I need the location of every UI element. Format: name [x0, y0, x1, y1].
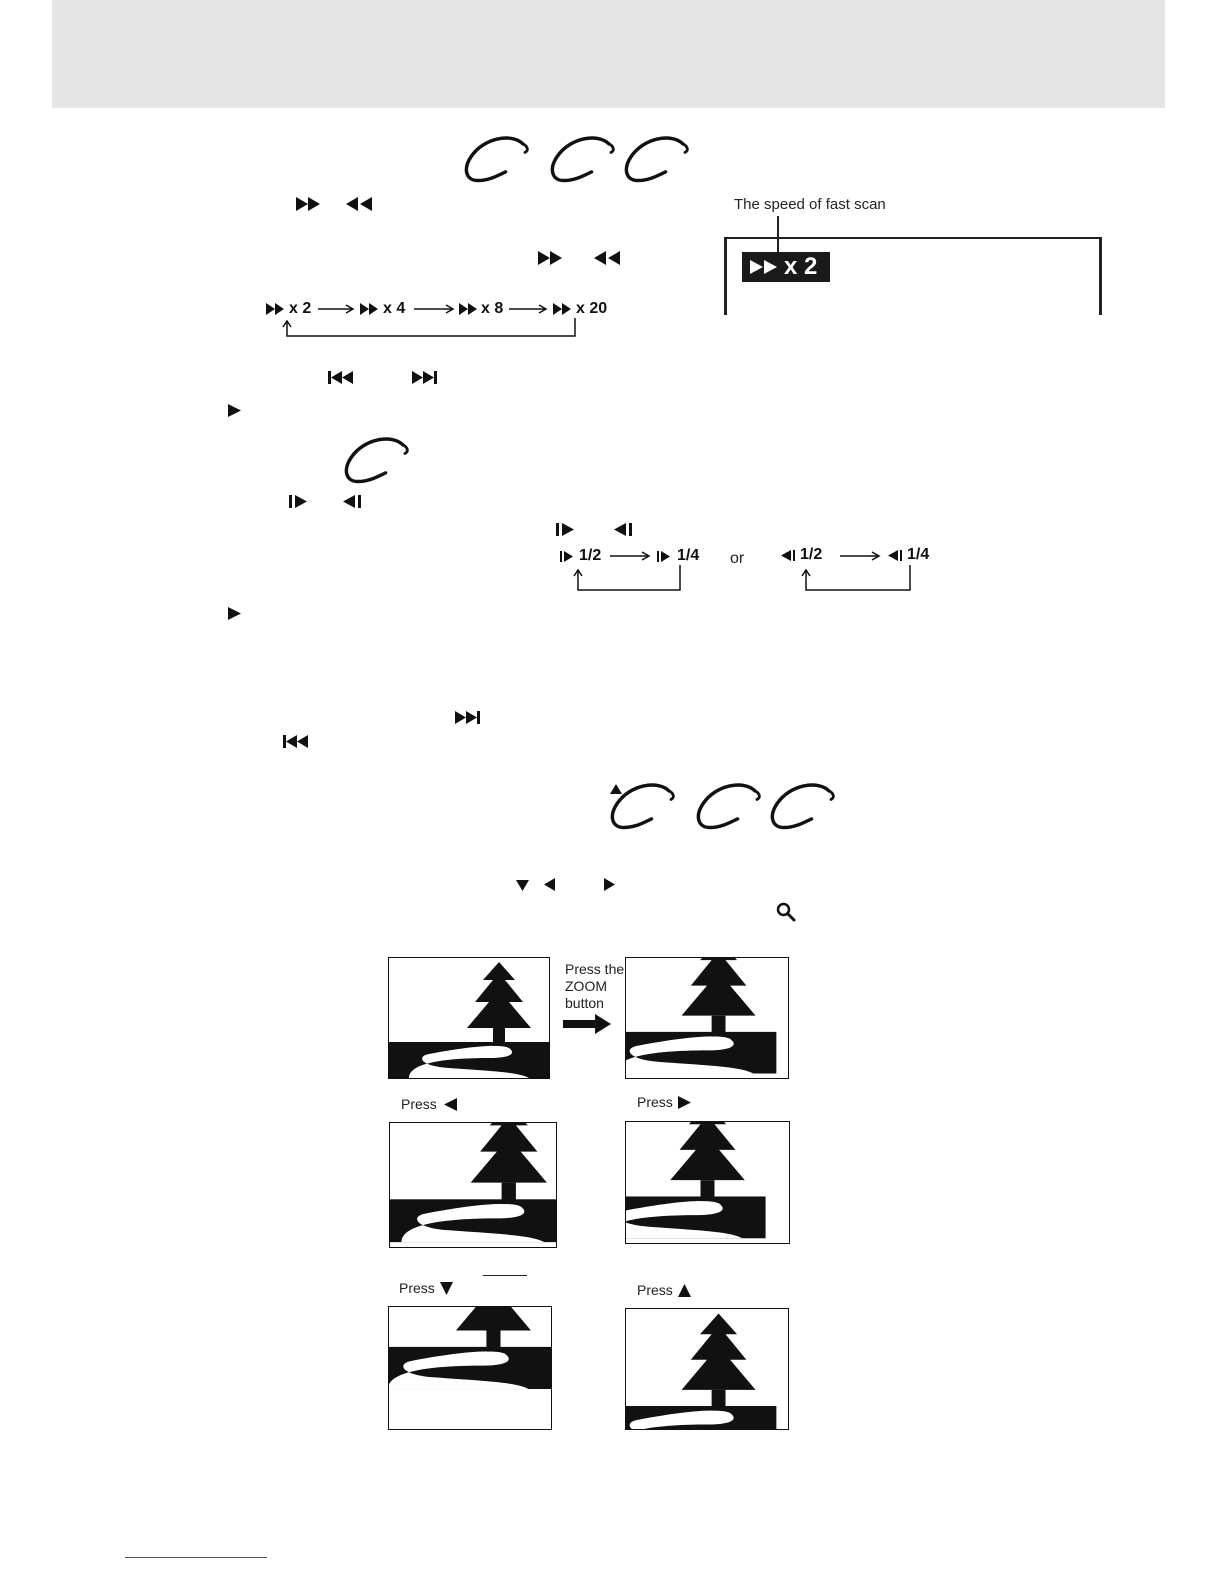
loop-back-arrow: [570, 565, 685, 593]
scan-speed-step: x 4: [383, 300, 406, 317]
left-arrow-icon: [544, 878, 555, 891]
loop-back-arrow: [798, 565, 916, 593]
disc-type-logo: [546, 133, 622, 187]
scan-speed-step: x 20: [576, 300, 608, 317]
play-icon: [228, 404, 242, 417]
press-zoom-caption: [565, 961, 624, 1012]
skip-next-icon: [412, 371, 438, 384]
disc-type-logo: [692, 780, 768, 834]
press-up-caption: [637, 1282, 673, 1298]
fast-forward-icon: [296, 197, 322, 211]
left-arrow-icon: [444, 1098, 457, 1111]
slow-reverse-icon: [343, 495, 363, 508]
arrow-right-icon: [840, 551, 882, 561]
disc-type-logo: [620, 133, 696, 187]
fast-forward-icon: [360, 303, 380, 315]
fast-forward-icon: [459, 303, 479, 315]
caption-text: Press: [637, 1094, 673, 1110]
caption-text: Press: [401, 1096, 437, 1112]
scan-speed-step: x 2: [289, 300, 312, 317]
divider: [483, 1275, 527, 1276]
fast-reverse-icon: [594, 251, 622, 265]
fast-reverse-icon: [346, 197, 374, 211]
caption-text: Press: [399, 1280, 435, 1296]
caption-line: ZOOM: [565, 978, 607, 994]
arrow-right-icon: [563, 1014, 613, 1034]
press-down-caption: [399, 1280, 435, 1296]
right-arrow-icon: [678, 1096, 691, 1109]
slow-speed-step: 1/4: [677, 547, 700, 564]
footer-rule: [125, 1557, 267, 1558]
slow-reverse-icon: [781, 550, 797, 561]
disc-type-logo: [340, 434, 416, 488]
slow-forward-icon: [657, 551, 673, 562]
skip-previous-icon: [328, 371, 354, 384]
zoom-magnifier-icon: [776, 902, 796, 922]
slow-forward-icon: [556, 523, 576, 536]
fast-forward-icon: [750, 260, 780, 274]
up-arrow-icon: [678, 1284, 691, 1297]
right-arrow-icon: [604, 878, 615, 891]
down-arrow-icon: [440, 1282, 453, 1295]
fast-forward-icon: [553, 303, 573, 315]
skip-next-icon: [455, 711, 481, 724]
fast-forward-icon: [266, 303, 286, 315]
arrow-right-icon: [610, 551, 652, 561]
slow-reverse-icon: [888, 550, 904, 561]
arrow-right-icon: [318, 304, 356, 314]
zoom-pan-left-image: [389, 1122, 557, 1248]
fast-forward-icon: [538, 251, 564, 265]
slow-speed-step: 1/2: [800, 546, 823, 563]
press-left-caption: [401, 1096, 437, 1112]
or-separator: or: [730, 550, 745, 567]
slow-forward-icon: [289, 495, 309, 508]
caption-text: Press: [637, 1282, 673, 1298]
caption-line: button: [565, 995, 604, 1011]
press-right-caption: [637, 1094, 673, 1110]
disc-type-logo: [606, 780, 682, 834]
zoomed-image: [625, 957, 789, 1079]
disc-type-logo: [460, 133, 536, 187]
zoom-original-image: [388, 957, 550, 1079]
down-arrow-icon: [516, 880, 529, 891]
slow-forward-icon: [560, 551, 576, 562]
osd-speed-badge: [742, 252, 830, 282]
caption-line: Press the: [565, 961, 625, 977]
header-band: [52, 0, 1165, 108]
loop-back-arrow: [280, 318, 580, 340]
disc-type-logo: [766, 780, 842, 834]
scan-speed-step: x 8: [481, 300, 504, 317]
play-icon: [228, 607, 242, 620]
osd-caption: The speed of fast scan: [734, 196, 886, 213]
slow-reverse-icon: [614, 523, 634, 536]
slow-speed-step: 1/2: [579, 547, 602, 564]
zoom-pan-up-image: [625, 1308, 789, 1430]
skip-previous-icon: [283, 735, 309, 748]
zoom-pan-right-image: [625, 1121, 790, 1244]
osd-speed-value: x 2: [784, 253, 818, 280]
arrow-right-icon: [509, 304, 549, 314]
arrow-right-icon: [414, 304, 456, 314]
slow-speed-step: 1/4: [907, 546, 930, 563]
zoom-pan-down-image: [388, 1306, 552, 1430]
